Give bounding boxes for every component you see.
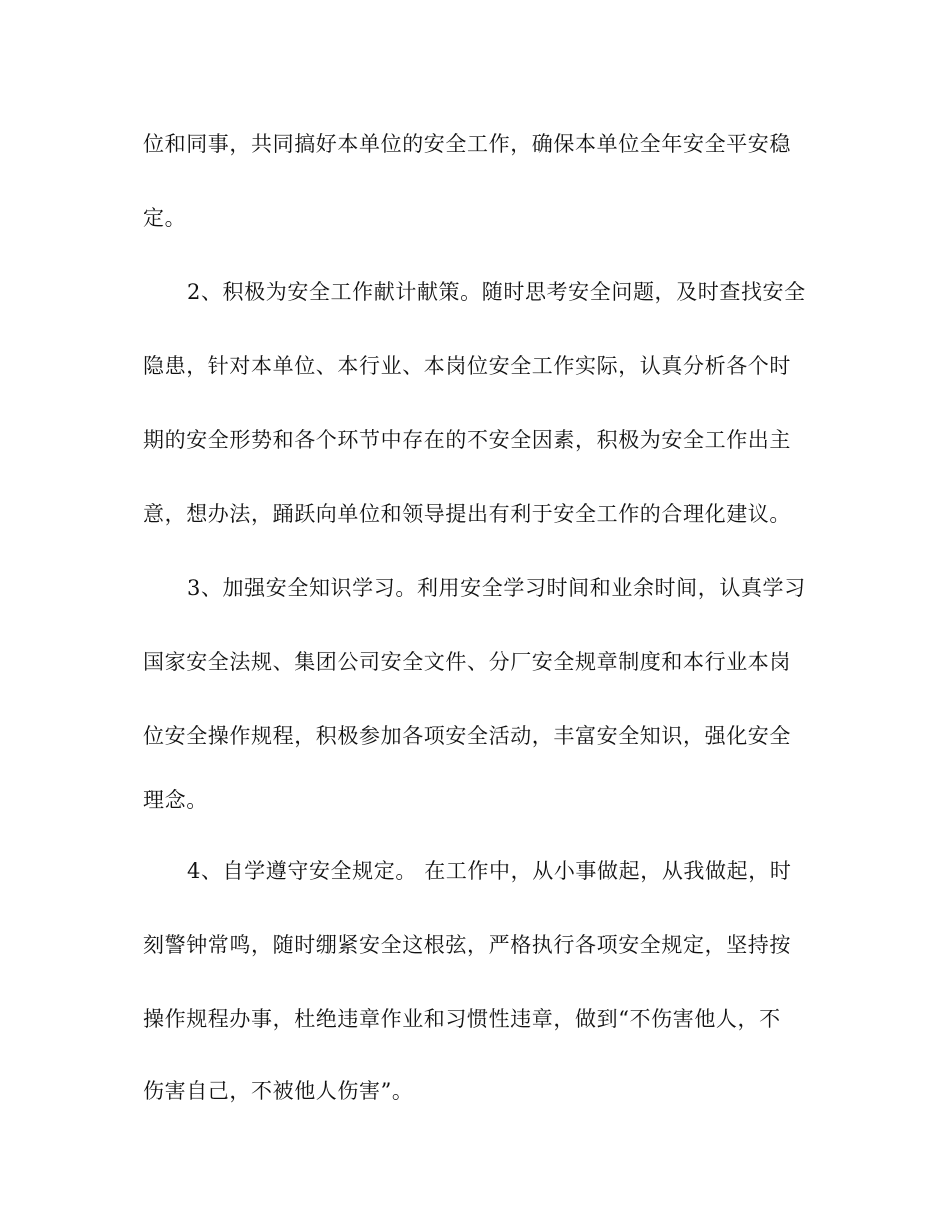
text-line: 位安全操作规程，积极参加各项安全活动，丰富安全知识，强化安全 (143, 724, 791, 748)
paragraph-3-start: 3、加强安全知识学习。利用安全学习时间和业余时间，认真学习 (187, 576, 806, 600)
paragraph-4-start: 4、自学遵守安全规定。 在工作中，从小事做起，从我做起，时 (187, 859, 792, 883)
text-line: 定。 (143, 206, 187, 230)
text-line: 刻警钟常鸣，随时绷紧安全这根弦，严格执行各项安全规定，坚持按 (143, 933, 791, 957)
text-line: 位和同事，共同搞好本单位的安全工作，确保本单位全年安全平安稳 (143, 132, 791, 156)
text-line: 国家安全法规、集团公司安全文件、分厂安全规章制度和本行业本岗 (143, 650, 791, 674)
text-line: 伤害自己，不被他人伤害”。 (143, 1079, 414, 1103)
text-line: 操作规程办事，杜绝违章作业和习惯性违章，做到“不伤害他人，不 (143, 1007, 781, 1031)
text-line: 隐患，针对本单位、本行业、本岗位安全工作实际，认真分析各个时 (143, 354, 791, 378)
paragraph-2-start: 2、积极为安全工作献计献策。随时思考安全问题，及时查找安全 (187, 280, 806, 304)
text-line: 意，想办法，踊跃向单位和领导提出有利于安全工作的合理化建议。 (143, 502, 791, 526)
text-line: 理念。 (143, 788, 208, 812)
text-line: 期的安全形势和各个环节中存在的不安全因素，积极为安全工作出主 (143, 428, 791, 452)
